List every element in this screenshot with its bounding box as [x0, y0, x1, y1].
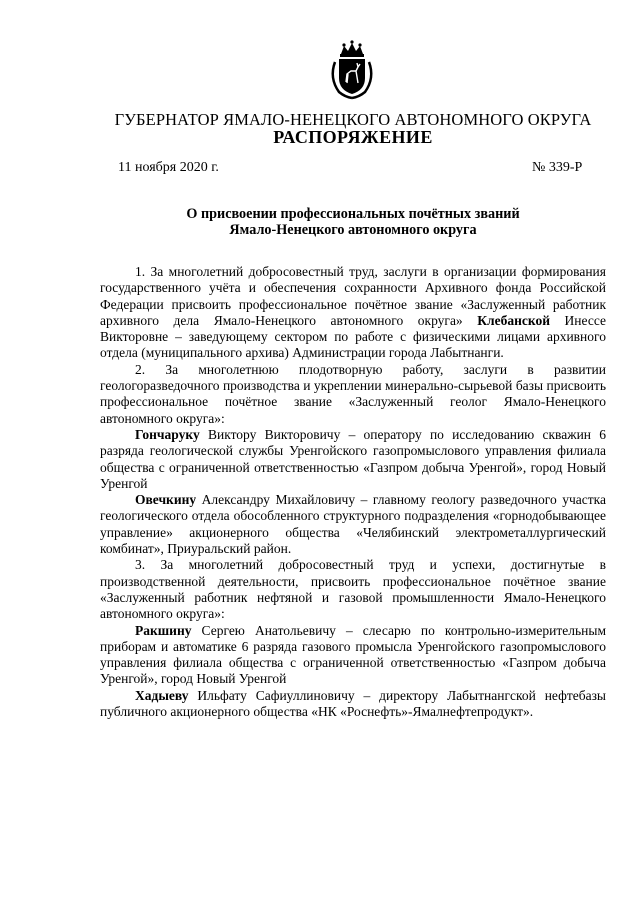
paragraph-2a	[100, 427, 606, 492]
paragraph-3a	[100, 623, 606, 688]
awardee-details: Ильфату Сафиуллиновичу – директору Лабытнангской нефтебазы публичного акционерного общества «НК «Роснефть»-Ямалнефтепродукт».	[100, 687, 606, 720]
awardee-name: Ракшину	[135, 622, 192, 638]
awardee-details: Александру Михайловичу – главному геологу разведочного участка геологического отдела обособленного структурного подразделения «горнодобывающее управление» акционерного общества «Челябинский электрометаллургический комбинат», Приуральский район.	[100, 492, 606, 557]
paragraph-3: 3. За многолетний добросовестный труд и успехи, достигнутые в производственной деятельности, присвоить профессиональное почётное звание «Заслуженный работник нефтяной и газовой промышленности Ямало-Ненецкого автономного округа»:	[100, 557, 606, 622]
document-date: 11 ноября 2020 г.	[118, 160, 219, 175]
paragraph-1	[100, 264, 606, 362]
paragraph-2b	[100, 492, 606, 557]
awardee-name: Овечкину	[135, 492, 197, 508]
awardee-name: Клебанской	[477, 312, 550, 328]
document-number: № 339-Р	[532, 160, 583, 175]
document-title	[0, 206, 640, 238]
title-line-2: Ямало-Ненецкого автономного округа	[229, 222, 477, 238]
paragraph-3b	[100, 688, 606, 721]
document-body	[100, 264, 606, 720]
title-line-1: О присвоении профессиональных почётных званий	[186, 206, 520, 222]
awardee-details: Инессе Викторовне – заведующему сектором по работе с физическими лицами архивного отдела (муниципального архива) Администрации города Лабытнанги.	[100, 312, 606, 361]
issuer-heading: ГУБЕРНАТОР ЯМАЛО-НЕНЕЦКОГО АВТОНОМНОГО ОКРУГА	[114, 110, 592, 129]
awardee-name: Хадыеву	[135, 687, 189, 703]
awardee-name: Гончаруку	[135, 426, 200, 442]
paragraph-2: 2. За многолетнюю плодотворную работу, заслуги в развитии геологоразведочного производства и укреплении минерально-сырьевой базы присвоить профессиональное почётное звание «Заслуженный геолог Ямало-Ненецкого автономного округа»:	[100, 361, 606, 426]
document-type-heading: РАСПОРЯЖЕНИЕ	[273, 127, 433, 147]
coat-of-arms-icon	[327, 40, 377, 100]
awardee-details: Виктору Викторовичу – оператору по исследованию скважин 6 разряда геологической службы Уренгойского газопромыслового управления филиала общества с ограниченной ответственностью «Газпром добыча Уренгой», город Новый Уренгой	[100, 426, 607, 491]
paragraph-1-text: 1. За многолетний добросовестный труд, заслуги в организации формирования государственного учёта и обеспечения сохранности Архивного фонда Российской Федерации присвоить профессиональное почётное звание «Заслуженный работник архивного дела Ямало-Ненецкого автономного округа»	[100, 264, 606, 328]
awardee-details: Сергею Анатольевичу – слесарю по контрольно-измерительным приборам и автоматике 6 разряда газового промысла Уренгойского газопромыслового управления филиала общества с ограниченной ответственностью «Газпром добыча Уренгой», город Новый Уренгой	[100, 622, 606, 687]
